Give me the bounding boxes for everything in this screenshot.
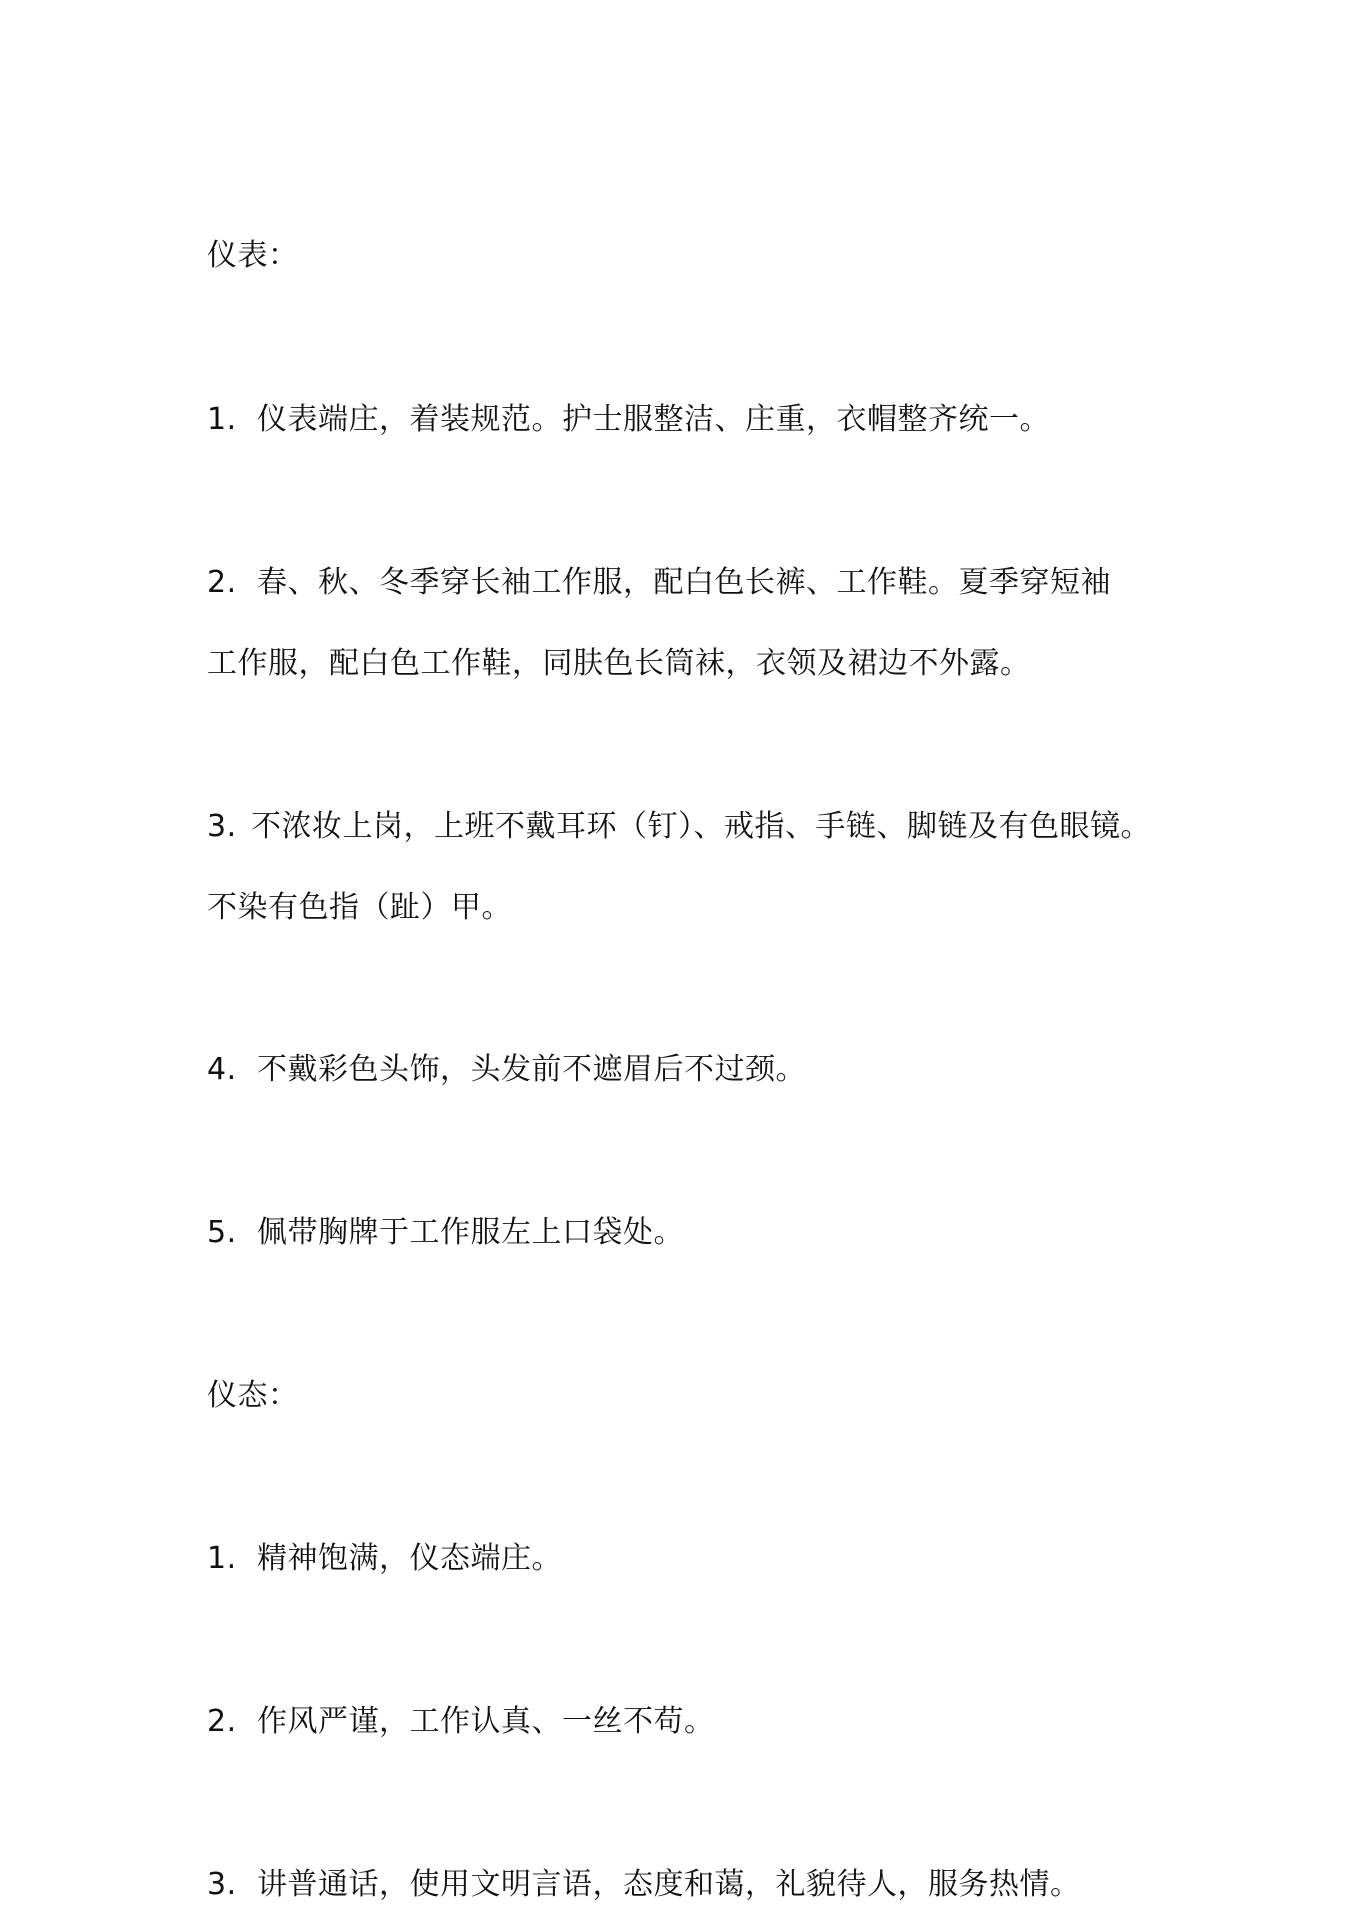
section-heading-demeanor: 仪态： (207, 1378, 299, 1413)
list-item (207, 1865, 1081, 1905)
item-text: 精神饱满，仪态端庄。 (257, 1541, 562, 1576)
item-number: 1. (207, 402, 237, 437)
list-item (207, 1702, 715, 1742)
item-number: 5. (207, 1215, 237, 1250)
item-text: 讲普通话，使用文明言语，态度和蔼，礼貌待人，服务热情。 (257, 1867, 1081, 1902)
item-text: 佩带胸牌于工作服左上口袋处。 (257, 1215, 684, 1250)
list-item (207, 1050, 806, 1090)
item-text: 春、秋、冬季穿长袖工作服，配白色长裤、工作鞋。夏季穿短袖 (257, 565, 1111, 600)
list-item (207, 1213, 684, 1253)
item-text: 仪表端庄，着装规范。护士服整洁、庄重，衣帽整齐统一。 (257, 402, 1050, 437)
list-item (207, 807, 1151, 847)
item-text: 不浓妆上岗，上班不戴耳环（钉）、戒指、手链、脚链及有色眼镜。 (251, 809, 1151, 844)
list-item (207, 400, 1050, 440)
item-number: 2. (207, 1704, 237, 1739)
list-item-continuation: 工作服，配白色工作鞋，同肤色长筒袜，衣领及裙边不外露。 (207, 646, 1031, 681)
item-text: 作风严谨，工作认真、一丝不苟。 (257, 1704, 715, 1739)
item-number: 2. (207, 565, 237, 600)
item-text: 不戴彩色头饰，头发前不遮眉后不过颈。 (257, 1052, 806, 1087)
item-number: 3. (207, 809, 237, 844)
list-item (207, 563, 1111, 603)
list-item-continuation: 不染有色指（趾）甲。 (207, 890, 512, 925)
list-item (207, 1539, 562, 1579)
section-heading-appearance: 仪表： (207, 238, 299, 273)
item-number: 4. (207, 1052, 237, 1087)
item-number: 3. (207, 1867, 237, 1902)
item-number: 1. (207, 1541, 237, 1576)
